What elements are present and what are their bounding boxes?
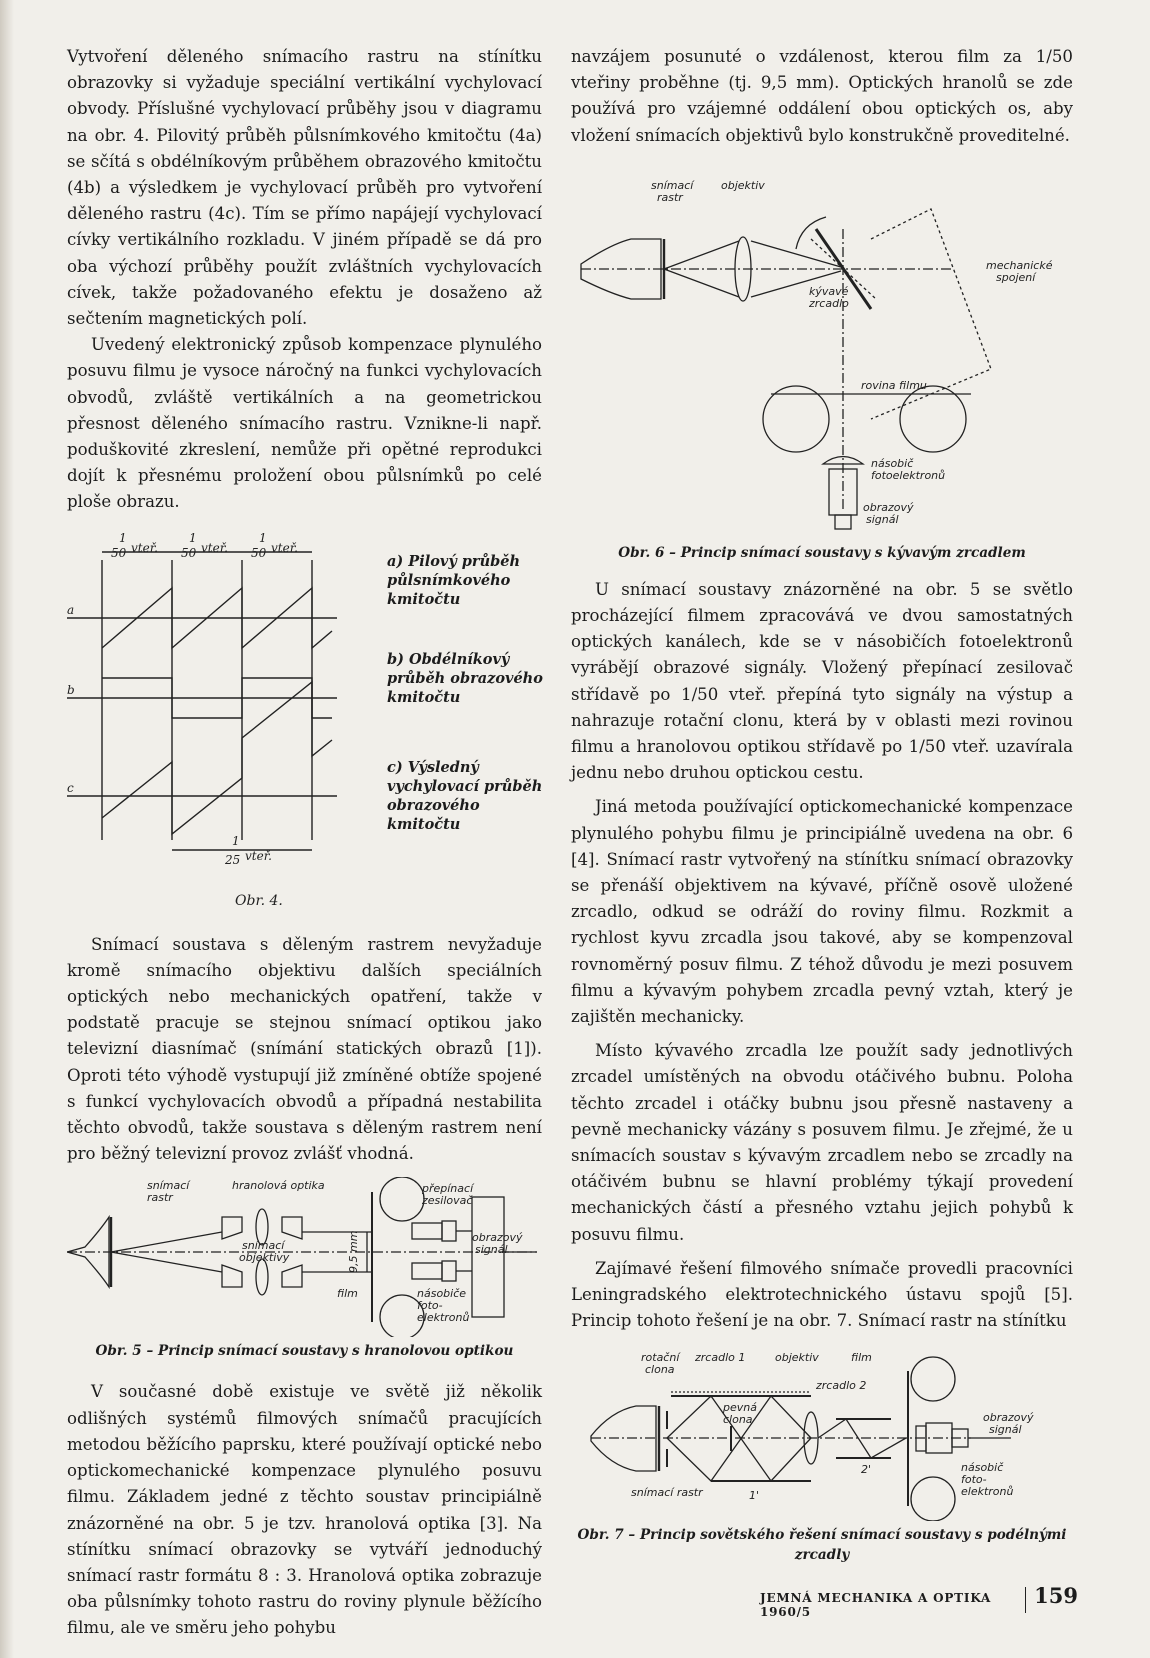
figure-7 (571, 1341, 1073, 1565)
label-multipliers-1: násobiče (417, 1287, 467, 1301)
label-1prime: 1' (749, 1488, 760, 1502)
note-a: a) Pilový průběh půlsnímkového kmitočtu (387, 552, 521, 608)
label-shutter-2: clona (645, 1362, 675, 1376)
svg-text:1: 1 (119, 530, 127, 545)
svg-text:50: 50 (111, 545, 127, 560)
label-raster: snímací rastr (631, 1485, 703, 1499)
label-multiplier-2: foto- (961, 1472, 987, 1486)
label-multiplier-2: fotoelektronů (871, 468, 946, 482)
figure-5 (67, 1177, 542, 1361)
label-switch-2: zesilovač (422, 1194, 473, 1208)
label-fixed-shutter-1: pevná (723, 1400, 757, 1414)
paragraph: Vytvoření děleného snímacího rastru na stínítku obrazovky si vyžaduje speciální vertikální vychylovací obvody. Příslušné vychylovací průběhy jsou v diagramu na obr. 4. Pilovitý průběh půlsnímkového kmitočtu (4a) se sčítá s obdélníkovým průběhem obrazového kmitočtu (4b) a výsledkem je vychylovací průběh pro vytvoření děleného rastru (4c). Tím se přímo napájejí vychylovací cívky vertikálního rozkladu. V jiném případě se dá pro oba výchozí průběhy použít zvláštních vychylovacích cívek, takže požadovaného efektu je dosaženo až sečtením magnetických polí. (67, 47, 542, 329)
label-objectives-2: objektivy (239, 1251, 290, 1265)
page-edge-shadow (0, 0, 14, 1658)
paragraph: Místo kývavého zrcadla lze použít sady jednotlivých zrcadel umístěných na obvodu otáčivého bubnu. Poloha těchto zrcadel i otáčky bubnu jsou přesně nastaveny a pevně mechanicky vázány s posuvem filmu. Je zřejmé, že u snímacích soustav s kývavým zrcadlem nebo se zrcadly na otáčivém bubnu se hlavní problémy týkají provedení mechanických částí a přesného vztahu jejich pohybů k posuvu filmu. (571, 1041, 1073, 1244)
svg-text:vteř.: vteř. (245, 848, 272, 863)
waveform-diagram (67, 530, 387, 930)
label-objective: objektiv (775, 1350, 819, 1364)
paragraph: navzájem posunuté o vzdálenost, kterou film za 1/50 vteřiny proběhne (tj. 9,5 mm). Optických hranolů se zde používá pro vzájemné oddálení obou optických os, aby vložení snímacích objektivů bylo konstrukčně proveditelné. (571, 47, 1073, 145)
figure-4-caption: Obr. 4. (235, 892, 283, 909)
label-switch-1: přepínací (422, 1182, 474, 1196)
period-label-2 (181, 531, 228, 560)
label-multiplier-1: násobič (961, 1460, 1004, 1474)
label-objectives-1: snímací (242, 1239, 285, 1253)
page-footer (760, 1583, 1080, 1619)
label-fixed-shutter-2: clona (723, 1412, 753, 1426)
svg-text:50: 50 (251, 545, 267, 560)
label-raster-1: snímací (147, 1179, 190, 1193)
label-2prime: 2' (861, 1462, 872, 1476)
period-label-3 (251, 531, 298, 560)
svg-text:1: 1 (259, 530, 267, 545)
svg-text:25: 25 (225, 852, 241, 867)
label-distance: 9,5 mm (347, 1231, 360, 1274)
paragraph: Jiná metoda používající optickomechanické kompenzace plynulého pohybu filmu je principiálně uvedena na obr. 6 [4]. Snímací rastr vytvořený na stínítku snímací obrazovky se přenáší objektivem na kývavé, příčně osově uložené zrcadlo, odkud se odráží do roviny filmu. Rozkmit a rychlost kyvu zrcadla jsou takové, aby se kompenzoval rovnoměrný posuv filmu. Z téhož důvodu je mezi posuvem filmu a kývavým pohybem zrcadla pevný vztah, který je zajištěn mechanicky. (571, 797, 1073, 1027)
label-raster-1: snímací (651, 178, 694, 192)
label-signal-1: obrazový (863, 500, 914, 514)
period-label-1 (111, 531, 158, 560)
svg-text:50: 50 (181, 545, 197, 560)
right-column (571, 44, 1073, 1565)
paragraph: V současné době existuje ve světě již několik odlišných systémů filmových snímačů pracujících metodou běžícího paprsku, které používají optické nebo optickomechanické kompenzace plynulého posuvu filmu. Základem jedné z těchto soustav principiálně znázorněné na obr. 5 je tzv. hranolová optika [3]. Na stínítku snímací obrazovky se vytváří jednoduchý snímací rastr formátu 8 : 3. Hranolová optika zobrazuje oba půlsnímky tohoto rastru do roviny plynule běžícího filmu, ale ve směru jeho pohybu (67, 1382, 542, 1638)
row-label-a: a (67, 602, 75, 617)
label-mechanical-1: mechanické (986, 258, 1053, 272)
svg-text:1: 1 (189, 530, 197, 545)
label-mirror-2: zrcadlo (809, 296, 849, 310)
label-signal-2: signál (475, 1243, 508, 1257)
label-mirror1: zrcadlo 1 (695, 1350, 746, 1364)
note-c: c) Výsledný vychylovací průběh obrazového kmitočtu (387, 758, 543, 833)
figure-4 (67, 530, 542, 930)
paragraph: Zajímavé řešení filmového snímače provedli pracovníci Leningradského elektrotechnického ústavu spojů [5]. Princip tohoto řešení je na obr. 7. Snímací rastr na stínítku (571, 1258, 1073, 1331)
label-multiplier-1: násobič (871, 456, 914, 470)
label-film: film (851, 1350, 872, 1364)
label-objective: objektiv (721, 178, 765, 192)
label-multipliers-2: foto- (417, 1299, 443, 1313)
label-mirror-1: kývavé (809, 284, 849, 298)
label-mirror2: zrcadlo 2 (816, 1378, 867, 1392)
svg-text:1: 1 (232, 833, 240, 848)
prism-optics-diagram (67, 1177, 542, 1337)
page-number: 159 (1034, 1583, 1078, 1608)
paragraph: Snímací soustava s děleným rastrem nevyžaduje kromě snímacího objektivu dalších speciálních optických nebo mechanických opatření, takže v podstatě pracuje se stejnou snímací optikou jako televizní diasnímač (snímání statických obrazů [1]). Oproti této výhodě vystupují již zmíněné obtíže spojené s funkcí vychylovacích obvodů a případná nestabilita těchto obvodů, takže soustava s děleným rastrem není pro běžný televizní provoz zvlášť vhodná. (67, 934, 542, 1164)
label-signal-1: obrazový (472, 1231, 523, 1245)
label-multiplier-3: elektronů (961, 1484, 1014, 1498)
figure-7-caption: Obr. 7 – Princip sovětského řešení snímací soustavy s podélnými zrcadly (577, 1526, 1067, 1563)
svg-text:vteř.: vteř. (201, 540, 228, 555)
longitudinal-mirror-diagram (571, 1341, 1073, 1521)
label-signal-2: signál (866, 512, 899, 526)
label-signal-1: obrazový (983, 1410, 1034, 1424)
figure-5-caption: Obr. 5 – Princip snímací soustavy s hranolovou optikou (95, 1343, 514, 1360)
svg-text:vteř.: vteř. (131, 540, 158, 555)
label-prism: hranolová optika (232, 1179, 325, 1193)
label-raster-2: rastr (657, 190, 683, 204)
label-signal-2: signál (989, 1422, 1022, 1436)
label-film-plane: rovina filmu (861, 378, 927, 392)
label-film: film (337, 1287, 358, 1301)
oscillating-mirror-diagram (571, 169, 1073, 539)
paragraph: U snímací soustavy znázorněné na obr. 5 se světlo procházející filmem zpracovává ve dvou samostatných optických kanálech, kde se v násobičích fotoelektronů vyrábějí obrazové signály. Vložený přepínací zesilovač střídavě po 1/50 vteř. přepíná tyto signály na výstup a nahrazuje rotační clonu, která by v oblasti mezi rovinou filmu a hranolovou optikou střídavě po 1/50 vteř. uzavírala jednu nebo druhou optickou cestu. (571, 579, 1073, 783)
figure-6-caption: Obr. 6 – Princip snímací soustavy s kývavým zrcadlem (618, 544, 1026, 561)
label-raster-2: rastr (147, 1191, 173, 1205)
label-multipliers-3: elektronů (417, 1311, 470, 1325)
label-shutter-1: rotační (641, 1350, 680, 1364)
paragraph: Uvedený elektronický způsob kompenzace plynulého posuvu filmu je vysoce náročný na funkci vychylovacích obvodů, zvláště vertikálních a na geometrickou přesnost děleného snímacího rastru. Vznikne-li např. poduškovité zkreslení, nemůže při opětné reprodukci dojít k přesnému proložení obou půlsnímků po celé ploše obrazu. (67, 335, 542, 512)
footer-divider (1025, 1587, 1026, 1613)
row-label-c: c (67, 780, 74, 795)
left-column (67, 44, 542, 1642)
label-mechanical-2: spojení (996, 270, 1036, 284)
journal-name: JEMNÁ MECHANIKA A OPTIKA 1960/5 (760, 1591, 992, 1619)
figure-6 (571, 169, 1073, 563)
note-b: b) Obdélníkový průběh obrazového kmitočtu (387, 650, 543, 706)
svg-text:vteř.: vteř. (271, 540, 298, 555)
row-label-b: b (67, 682, 75, 697)
